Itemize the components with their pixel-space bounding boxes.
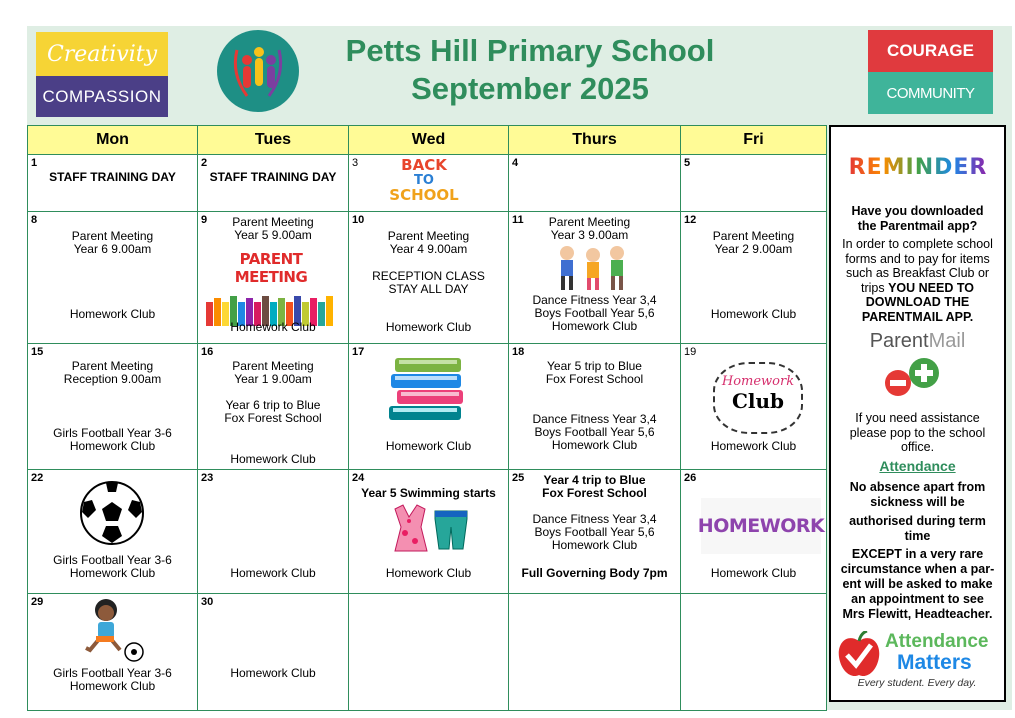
header-mon: Mon	[28, 126, 198, 155]
sidebar-line: Have you downloaded	[851, 204, 984, 218]
matters-logo-text: Matters	[897, 651, 972, 674]
sidebar-line: DOWNLOAD THE	[865, 295, 970, 309]
homework-club-text: Homework Club	[230, 566, 316, 580]
dancing-children-icon	[553, 245, 633, 291]
event-text	[681, 230, 826, 256]
event-text	[198, 360, 348, 425]
compassion-badge	[36, 76, 168, 117]
minus-plus-icon	[876, 355, 956, 399]
day-cell-9	[198, 212, 349, 344]
event-line: Parent Meeting	[387, 229, 470, 243]
event-line: Girls Football Year 3-6	[53, 426, 172, 440]
event-line: Year 4 trip to Blue	[543, 473, 646, 487]
homework-club-text: Homework Club	[710, 307, 797, 321]
absence-policy	[835, 480, 1000, 622]
parentmail-logo-a: Parent	[869, 330, 929, 352]
attendance-logo-text: Attendance	[885, 631, 989, 652]
event-text	[509, 474, 680, 500]
apple-check-icon	[837, 631, 881, 679]
sidebar-line: PARENTMAIL APP.	[861, 309, 974, 324]
event-text	[28, 554, 197, 580]
compassion-text: COMPASSION	[42, 86, 162, 106]
event-line: Year 5 trip to Blue	[547, 359, 642, 373]
homework-club-text: Homework Club	[69, 679, 156, 693]
calendar-table	[27, 125, 827, 711]
week-row-3	[28, 344, 827, 470]
day-number: 4	[512, 157, 519, 169]
event-text	[28, 427, 197, 453]
day-cell-26	[681, 470, 827, 594]
day-cell-16	[198, 344, 349, 470]
event-line: Year 6 trip to Blue	[225, 398, 321, 412]
day-cell-30	[198, 594, 349, 711]
day-number: 3	[352, 157, 359, 169]
empty-day-cell	[509, 594, 681, 711]
event-line: Girls Football Year 3-6	[53, 553, 172, 567]
sidebar-line	[835, 281, 1000, 296]
books-icon	[385, 350, 475, 432]
sidebar-line-emphasis: YOU NEED TO	[888, 280, 974, 295]
sidebar-line: Mrs Flewitt, Headteacher.	[842, 607, 993, 621]
week-row-5	[28, 594, 827, 711]
sidebar-line: circumstance when a par-	[840, 562, 995, 576]
reminder-graphic	[845, 145, 991, 189]
day-number: 22	[31, 472, 44, 484]
sidebar-line: sickness will be	[870, 495, 965, 509]
event-line: Year 6 9.00am	[73, 242, 152, 256]
community-badge	[868, 72, 993, 114]
day-cell-10	[349, 212, 509, 344]
swimwear-icon	[391, 503, 471, 557]
week-row-2	[28, 212, 827, 344]
day-number: 19	[684, 346, 697, 358]
day-number: 8	[31, 214, 38, 226]
parentmail-question	[835, 204, 1000, 233]
event-line: Parent Meeting	[548, 215, 631, 229]
sidebar-line: such as Breakfast Club or	[845, 266, 990, 280]
creativity-badge	[36, 32, 168, 76]
event-line: Year 2 9.00am	[714, 242, 793, 256]
event-line: Year 4 9.00am	[389, 242, 468, 256]
homework-art-text: HOMEWORK	[697, 515, 825, 537]
day-number: 9	[201, 214, 208, 226]
event-text: Year 5 Swimming starts	[361, 486, 496, 500]
day-number: 18	[512, 346, 525, 358]
event-line: Dance Fitness Year 3,4	[532, 293, 657, 307]
homework-club-text: Homework Club	[385, 566, 472, 580]
event-text	[509, 413, 680, 452]
day-number: 24	[352, 472, 365, 484]
event-line: Fox Forest School	[224, 411, 322, 425]
day-cell-15	[28, 344, 198, 470]
event-line: Fox Forest School	[542, 486, 647, 500]
homework-club-text: Homework Club	[710, 439, 797, 453]
event-line: Parent Meeting	[71, 229, 154, 243]
sidebar-line: In order to complete school	[842, 237, 993, 251]
to-word: TO	[414, 173, 434, 188]
week-row-4	[28, 470, 827, 594]
event-text	[28, 360, 197, 386]
day-number: 30	[201, 596, 214, 608]
day-number: 10	[352, 214, 365, 226]
day-cell-19	[681, 344, 827, 470]
event-text	[499, 216, 680, 242]
month-title: September 2025	[411, 71, 649, 106]
event-line: Dance Fitness Year 3,4	[532, 412, 657, 426]
event-text	[509, 360, 680, 386]
sidebar-line: office.	[900, 440, 935, 454]
back-to-school-graphic	[379, 158, 469, 203]
day-number: 11	[512, 214, 524, 226]
event-text	[198, 216, 348, 242]
day-cell-4	[509, 155, 681, 212]
event-line: Year 1 9.00am	[234, 372, 312, 386]
parentmail-logo	[841, 330, 994, 353]
event-line: Boys Football Year 5,6	[534, 525, 655, 539]
homework-club-text: Homework Club	[551, 438, 638, 452]
sidebar-line: EXCEPT in a very rare	[851, 547, 984, 561]
school-name: Petts Hill Primary School	[345, 33, 715, 68]
school-word: SCHOOL	[389, 186, 459, 204]
sidebar-line: please pop to the school	[849, 425, 986, 440]
event-line: Parent Meeting	[232, 215, 314, 229]
day-cell-12	[681, 212, 827, 344]
day-cell-5	[681, 155, 827, 212]
event-text	[349, 230, 508, 296]
courage-badge	[868, 30, 993, 72]
homework-club-text: Homework Club	[230, 320, 316, 334]
header-wed: Wed	[349, 126, 509, 155]
parentmail-logo-b: Mail	[928, 330, 966, 352]
day-cell-11	[509, 212, 681, 344]
homework-club-text: Homework Club	[230, 666, 316, 680]
empty-day-cell	[681, 594, 827, 711]
header-tues: Tues	[198, 126, 349, 155]
header-fri: Fri	[681, 126, 827, 155]
attendance-matters-logo	[837, 627, 997, 693]
day-number: 5	[684, 157, 691, 169]
courage-text: COURAGE	[887, 41, 974, 60]
event-line: Boys Football Year 5,6	[534, 425, 655, 439]
event-text	[509, 294, 680, 333]
event-text	[509, 513, 680, 552]
event-line: Parent Meeting	[712, 229, 795, 243]
empty-day-cell	[349, 594, 509, 711]
day-number: 16	[201, 346, 214, 358]
day-number: 26	[684, 472, 697, 484]
club-art-text: Club	[731, 389, 785, 413]
day-cell-24	[349, 470, 509, 594]
parent-meeting-graphic	[204, 250, 338, 312]
sidebar-line: forms and to pay for items	[845, 251, 990, 266]
sidebar-line-start: trips	[860, 280, 885, 295]
day-number: 1	[31, 157, 38, 169]
event-text	[28, 230, 197, 256]
day-cell-1	[28, 155, 198, 212]
school-logo	[217, 30, 299, 112]
day-cell-2	[198, 155, 349, 212]
homework-graphic	[697, 498, 825, 554]
day-cell-3	[349, 155, 509, 212]
event-line: Girls Football Year 3-6	[53, 666, 172, 680]
assistance-text	[835, 411, 1000, 455]
day-number: 29	[31, 596, 44, 608]
sidebar-line: an appointment to see	[851, 592, 984, 606]
page-title	[310, 32, 750, 108]
homework-club-text: Homework Club	[385, 439, 472, 453]
sidebar-line: authorised during term	[849, 514, 986, 528]
attendance-heading: Attendance	[879, 458, 956, 474]
governing-body-text: Full Governing Body 7pm	[521, 566, 668, 580]
tagline-text: Every student. Every day.	[857, 677, 977, 689]
sidebar-line: time	[904, 529, 931, 543]
day-number: 23	[201, 472, 214, 484]
day-number: 25	[512, 472, 525, 484]
school-logo-figures-icon	[217, 30, 299, 112]
sidebar-line: the Parentmail app?	[857, 218, 978, 233]
parent-meeting-art-text: PARENT MEETING	[234, 250, 308, 286]
day-number: 15	[31, 346, 44, 358]
reminder-sidebar	[829, 125, 1006, 702]
homework-art-text: Homework	[721, 374, 795, 389]
reminder-art-text: REMINDER	[848, 154, 988, 180]
event-text: STAFF TRAINING DAY	[209, 170, 337, 184]
homework-club-text: Homework Club	[385, 320, 472, 334]
event-line: Dance Fitness Year 3,4	[532, 512, 657, 526]
event-line: Parent Meeting	[71, 359, 154, 373]
back-word: BACK	[401, 156, 447, 174]
homework-club-text: Homework Club	[551, 538, 638, 552]
homework-club-text: Homework Club	[69, 307, 156, 321]
event-line: Year 5 9.00am	[234, 228, 312, 242]
event-text: STAFF TRAINING DAY	[49, 170, 176, 184]
day-number: 12	[684, 214, 697, 226]
event-text	[28, 667, 197, 693]
homework-club-text: Homework Club	[230, 452, 316, 466]
homework-club-graphic	[713, 362, 803, 434]
weekday-header-row	[28, 126, 827, 155]
day-cell-25	[509, 470, 681, 594]
day-cell-29	[28, 594, 198, 711]
day-cell-17	[349, 344, 509, 470]
event-line: Fox Forest School	[545, 372, 644, 386]
homework-club-text: Homework Club	[710, 566, 797, 580]
event-line: Year 3 9.00am	[550, 228, 629, 242]
creativity-text: Creativity	[46, 41, 158, 67]
homework-club-text: Homework Club	[69, 439, 156, 453]
day-cell-18	[509, 344, 681, 470]
sidebar-line: If you need assistance	[855, 411, 980, 425]
sidebar-line: ent will be asked to make	[842, 577, 993, 591]
day-number: 2	[201, 157, 208, 169]
football-girl-icon	[80, 596, 150, 664]
week-row-1	[28, 155, 827, 212]
event-line: Boys Football Year 5,6	[534, 306, 655, 320]
event-line: Reception 9.00am	[63, 372, 162, 386]
header-thurs: Thurs	[509, 126, 681, 155]
homework-club-text: Homework Club	[551, 319, 638, 333]
event-line: STAY ALL DAY	[388, 282, 469, 296]
football-icon	[76, 480, 148, 546]
event-line: RECEPTION CLASS	[372, 269, 485, 283]
day-cell-8	[28, 212, 198, 344]
sidebar-line: No absence apart from	[849, 480, 986, 494]
community-text: COMMUNITY	[886, 84, 975, 102]
day-cell-22	[28, 470, 198, 594]
day-cell-23	[198, 470, 349, 594]
day-number: 17	[352, 346, 365, 358]
homework-club-text: Homework Club	[69, 566, 156, 580]
parentmail-instructions	[835, 237, 1000, 324]
event-line: Parent Meeting	[232, 359, 314, 373]
